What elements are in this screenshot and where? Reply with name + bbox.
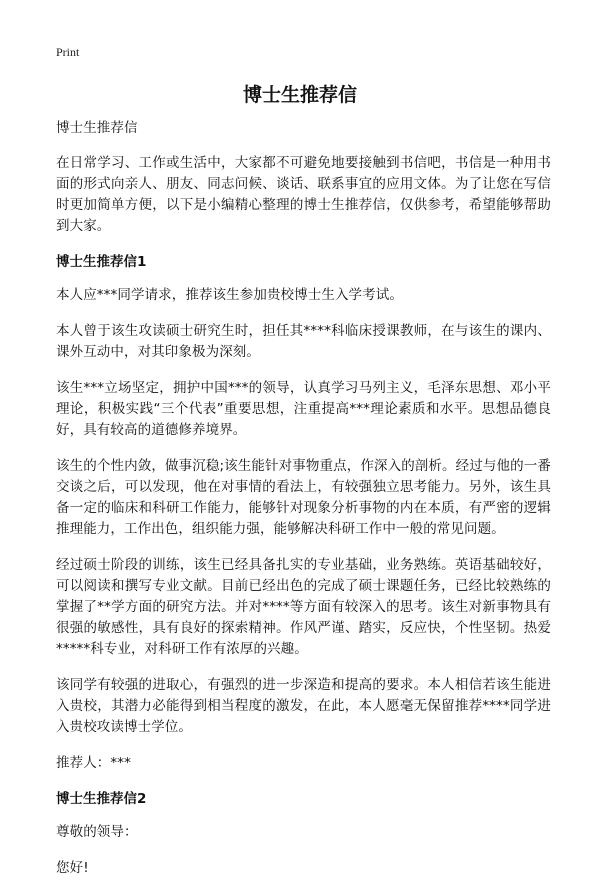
letter-2-greeting: 您好! [56, 860, 89, 876]
letter-1-paragraph: 本人曾于该生攻读硕士研究生时，担任其****科临床授课教师，在与该生的课内、课外互动中，对其印象极为深刻。 [56, 323, 551, 360]
letter-2-heading: 博士生推荐信2 [56, 791, 147, 807]
letter-2-salutation: 尊敬的领导： [56, 824, 138, 840]
letter-1-heading: 博士生推荐信1 [56, 254, 147, 270]
document-subtitle: 博士生推荐信 [56, 120, 138, 136]
letter-1-paragraph: 本人应***同学请求，推荐该生参加贵校博士生入学考试。 [56, 287, 403, 303]
document-body [56, 118, 551, 894]
letter-1-paragraph: 该生***立场坚定，拥护中国***的领导，认真学习马列主义，毛泽东思想、邓小平理论，积极实践“三个代表”重要思想，注重提高***理论素质和水平。思想品德良好，具有较高的道德修养境界。 [56, 380, 551, 438]
letter-1-paragraph: 经过硕士阶段的训练，该生已经具备扎实的专业基础，业务熟练。英语基础较好，可以阅读和撰写专业文献。目前已经出色的完成了硕士课题任务，已经比较熟练的掌握了**学方面的研究方法。并对****等方面有较深入的思考。该生对新事物具有很强的敏感性，具有良好的探索精神。作风严谨、踏实，反应快，个性坚韧。热爱*****科专业，对科研工作有浓厚的兴趣。 [56, 557, 551, 657]
print-link[interactable]: Print [56, 45, 80, 59]
letter-1-paragraph: 该生的个性内敛，做事沉稳;该生能针对事物重点，作深入的剖析。经过与他的一番交谈之后，可以发现，他在对事情的看法上，有较强独立思考能力。另外，该生具备一定的临床和科研工作能力，能够针对现象分析事物的内在本质，有严密的逻辑推理能力，工作出色，组织能力强，能够解决科研工作中一般的常见问题。 [56, 458, 551, 537]
letter-1-paragraph: 该同学有较强的进取心，有强烈的进一步深造和提高的要求。本人相信若该生能进入贵校，其潜力必能得到相当程度的激发，在此，本人愿毫无保留推荐****同学进入贵校攻读博士学位。 [56, 677, 551, 735]
intro-paragraph: 在日常学习、工作或生活中，大家都不可避免地要接触到书信吧，书信是一种用书面的形式向亲人、朋友、同志问候、谈话、联系事宜的应用文体。为了让您在写信时更加简单方便，以下是小编精心整理的博士生推荐信，仅供参考，希望能够帮助到大家。 [56, 155, 551, 234]
letter-1-signature: 推荐人：*** [56, 755, 131, 771]
page-title: 博士生推荐信 [242, 84, 357, 106]
